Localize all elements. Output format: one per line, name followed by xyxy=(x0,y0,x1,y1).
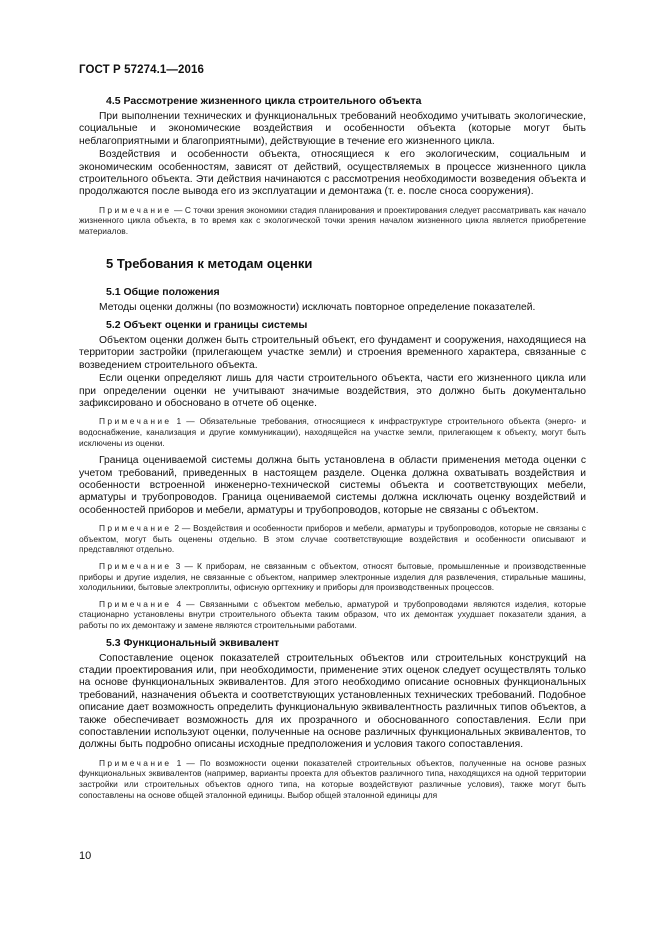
section-5-3-title: 5.3 Функциональный эквивалент xyxy=(106,636,280,649)
note-text: 3 — К приборам, не связанным с объектом, относят бытовые, промышленные и производственные приборы и другие изделия, не связанные с объектом, например электронные изделия для развлечения, стиральные машины, холодильники, бытовые электроплиты, офисную оргтехнику и приборы для производственных процессов. xyxy=(79,561,587,593)
note xyxy=(79,758,586,800)
document-header: ГОСТ Р 57274.1—2016 xyxy=(79,64,204,76)
paragraph: При выполнении технических и функциональных требований необходимо учитывать экологические, социальные и экономические воздействия и особенности объекта (которые могут быть неблагоприятными и благоприятными), действующие в течение его жизненного цикла. xyxy=(79,111,586,147)
note-text: 1 — По возможности оценки показателей строительных объектов, полученные на основе разных функциональных эквивалентов (например, варианты проекта для объектов различного типа, находящихся на одной территории застройки или строительных объектов одного типа, на которые воздействуют различные условия), также могут быть сопоставлены на основе общей эталонной единицы. Выбор общей эталонной единицы для xyxy=(79,757,587,800)
section-5-2-title: 5.2 Объект оценки и границы системы xyxy=(106,319,308,332)
paragraph: Граница оцениваемой системы должна быть установлена в области применения метода оценки с учетом требований, приведенных в настоящем разделе. Оценка должна охватывать воздействия и особенности встроенной инженерно-технической системы объекта и соответствующих мебели, арматуры и трубопроводов. Граница оцениваемой системы должна исключать оценку воздействий и особенностей приборов и мебели, арматуры и трубопроводов, которые не связаны с объектом. xyxy=(79,455,586,516)
note xyxy=(79,416,586,448)
note-label: Примечание xyxy=(99,523,172,534)
note xyxy=(79,561,586,593)
note xyxy=(79,523,586,555)
note-label: Примечание xyxy=(99,598,172,609)
note-text: 4 — Связанными с объектом мебелью, арматурой и трубопроводами являются изделия, которые стационарно установлены внутри строительного объекта таким образом, что их демонтаж ухудшает показатели здания, а работы по их демонтажу и замене являются строительными работами. xyxy=(79,598,586,631)
note-label: Примечание xyxy=(99,204,172,215)
note-label: Примечание xyxy=(99,757,172,768)
section-5-title: 5 Требования к методам оценки xyxy=(106,255,313,271)
section-4-5-title: 4.5 Рассмотрение жизненного цикла строительного объекта xyxy=(106,95,422,107)
paragraph: Сопоставление оценок показателей строительных объектов или строительных конструкций на стадии проектирования или, при необходимости, применение этих оценок следует осуществлять только на основе функциональных эквивалентов. Для этого необходимо описание основных функциональных требований, назначения объекта и соответствующих установленных технических требований. Подобное описание дает возможность определить функциональную эквивалентность различных типов объектов, а также обеспечивает возможность для их прозрачного и обоснованного сопоставления. Если при сопоставлении используют оценки, полученные на основе различных функциональных эквивалентов, то должны быть подробно описаны исходные предположения и условия такого сопоставления. xyxy=(79,652,586,751)
note-label: Примечание xyxy=(99,416,172,427)
page-content xyxy=(79,95,586,800)
note-text: — С точки зрения экономики стадия планирования и проектирования следует рассматривать как начало жизненного цикла объекта, в то время как с экологической точки зрения началом жизненного цикла является приобретение материалов. xyxy=(79,204,587,237)
paragraph: Методы оценки должны (по возможности) исключать повторное определение показателей. xyxy=(99,301,536,313)
page-number: 10 xyxy=(79,850,92,862)
paragraph: Объектом оценки должен быть строительный объект, его фундамент и сооружения, находящиеся на территории застройки (прилегающем участке земли) и строения временного характера, связанные с возведением строительного объекта. xyxy=(79,335,586,371)
note-text: 1 — Обязательные требования, относящиеся к инфраструктуре строительного объекта (энерго- и водоснабжение, канализация и другие коммуникации), находящейся на участке земли, прилегающем к объекту, могут быть исключены из оценки. xyxy=(79,416,587,448)
note xyxy=(79,205,586,237)
paragraph: Воздействия и особенности объекта, относящиеся к его экологическим, социальным и экономическим особенностям, зависят от действий, осуществляемых в процессе жизненного цикла строительного объекта. Эти действия начинаются с рассмотрения необходимости возведения объекта и продолжаются после вывода его из эксплуатации и демонтажа (т. е. после сноса сооружения). xyxy=(79,149,586,198)
note xyxy=(79,599,586,631)
note-label: Примечание xyxy=(99,561,172,572)
section-5-1-title: 5.1 Общие положения xyxy=(106,285,220,298)
paragraph: Если оценки определяют лишь для части строительного объекта, части его жизненного цикла или при определении оценки не учитывают значимые воздействия, это должно быть документально зафиксировано и обосновано в отчете об оценке. xyxy=(79,373,586,410)
note-text: 2 — Воздействия и особенности приборов и мебели, арматуры и трубопроводов, которые не связаны с объектом, могут быть оценены отдельно. В этом случае соответствующие воздействия и особенности описывают и представляют отдельно. xyxy=(79,523,586,555)
